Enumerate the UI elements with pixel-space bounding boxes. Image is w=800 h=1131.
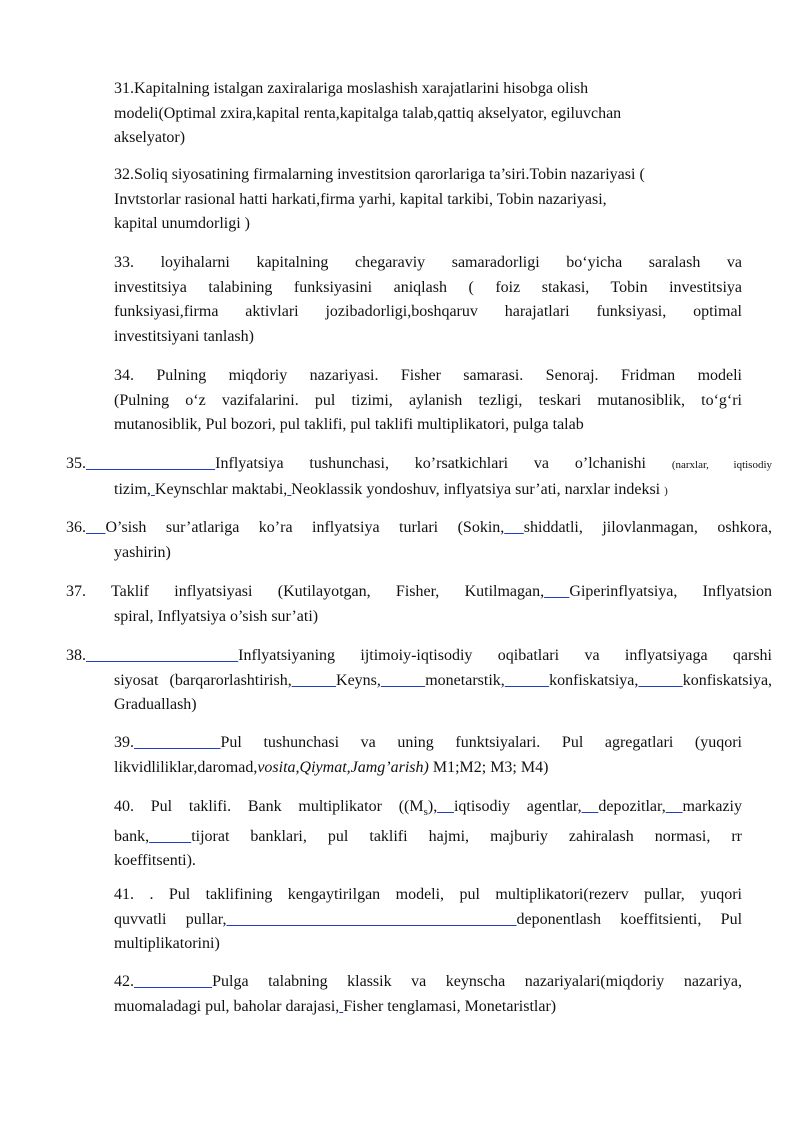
- item-38: [66, 644, 772, 718]
- item-38-text-c: Keyns,: [336, 671, 381, 689]
- item-33-line-2: investitsiya talabining funksiyasini aniqlash ( foiz stakasi, Tobin investitsiya: [114, 278, 742, 296]
- item-37-text-b: Giperinflyatsiya, Inflyatsion: [569, 583, 773, 600]
- item-40-text-f: bank,: [114, 827, 150, 845]
- item-40-text-e: markaziy: [682, 798, 742, 815]
- item-32: [114, 163, 742, 237]
- item-42: [114, 970, 742, 1019]
- item-37-line-2: spiral, Inflyatsiya o’sish sur’ati): [114, 607, 319, 625]
- item-31-line-1: 31.Kapitalning istalgan zaxiralariga moslashish xarajatlarini hisobga olish: [114, 80, 589, 97]
- item-39-text-b: likvidliliklar,daromad,: [114, 758, 258, 776]
- item-38-text-f: konfiskatsiya,: [682, 671, 773, 689]
- item-33-line-1: 33. loyihalarni kapitalning chegaraviy samaradorligi bo‘yicha saralash va: [114, 254, 742, 271]
- item-38-text-b: siyosat (barqarorlashtirish,: [114, 671, 292, 689]
- item-39-number: 39.: [114, 734, 134, 751]
- item-40-text-a: 40. Pul taklifi. Bank multiplikator ((M: [114, 798, 424, 815]
- item-40-text-b: ),: [427, 798, 438, 815]
- item-38-number: 38.: [66, 647, 86, 664]
- item-39-text-c: M1;M2; M3; M4): [428, 758, 549, 776]
- item-38-text-e: konfiskatsiya,: [549, 671, 639, 689]
- item-42-number: 42.: [114, 973, 134, 990]
- item-42-text-c: Fisher tenglamasi, Monetaristlar): [343, 997, 557, 1015]
- item-40: [114, 795, 742, 874]
- item-39: [114, 731, 742, 780]
- item-36-number: 36.: [66, 519, 86, 536]
- item-42-line-1: [114, 970, 742, 995]
- item-34-line-3: mutanosiblik, Pul bozori, pul taklifi, pul taklifi multiplikatori, pulga talab: [114, 416, 584, 433]
- item-35-number: 35.: [66, 455, 86, 472]
- item-39-text-italic: vosita,Qiymat,Jamg’arish): [257, 758, 429, 776]
- item-38-text-d: monetarstik,: [425, 671, 505, 689]
- item-35-text-b: (narxlar, iqtisodiy: [671, 459, 773, 471]
- item-40-line-1: [114, 795, 742, 825]
- item-37-line-1: [66, 580, 772, 605]
- item-41-blank: [226, 911, 516, 928]
- item-40-line-3: koeffitsenti).: [114, 852, 196, 870]
- item-36-line-2: yashirin): [114, 543, 171, 561]
- item-31: [114, 77, 742, 151]
- item-33-line-3: funksiyasi,firma aktivlari jozibadorligi,boshqaruv harajatlari funksiyasi, optimal: [114, 303, 742, 320]
- item-36-text-b: shiddatli, jilovlanmagan, oshkora,: [523, 519, 773, 536]
- item-40-text-c: iqtisodiy agentlar,: [453, 798, 582, 815]
- item-38-line-1: [66, 644, 772, 669]
- item-35-text-e: Neoklassik yondoshuv, inflyatsiya sur’ati, narxlar indeksi: [291, 480, 661, 498]
- item-40-subscript: s: [423, 806, 428, 819]
- item-41-line-2: [114, 908, 742, 933]
- item-34: [114, 364, 742, 438]
- item-35-text-f: ): [664, 484, 668, 497]
- item-31-line-3: akselyator): [114, 129, 186, 146]
- item-35: [66, 452, 772, 503]
- item-37-text-a: 37. Taklif inflyatsiyasi (Kutilayotgan, Fisher, Kutilmagan,: [66, 583, 545, 600]
- item-34-line-2: (Pulning o‘z vazifalarini. pul tizimi, aylanish tezligi, teskari mutanosiblik, to‘g‘ri: [114, 391, 742, 409]
- item-41-line-1: 41. . Pul taklifining kengaytirilgan modeli, pul multiplikatori(rezerv pullar, yuqori: [114, 886, 742, 903]
- item-34-line-1: 34. Pulning miqdoriy nazariyasi. Fisher samarasi. Senoraj. Fridman modeli: [114, 367, 742, 384]
- item-32-line-3: kapital unumdorligi ): [114, 215, 250, 232]
- item-32-line-1: 32.Soliq siyosatining firmalarning investitsion qarorlariga ta’siri.Tobin nazariyasi (: [114, 166, 645, 183]
- item-38-text-a: Inflyatsiyaning ijtimoiy-iqtisodiy oqibatlari va inflyatsiyaga qarshi: [238, 647, 773, 664]
- item-38-line-2: [66, 669, 772, 694]
- item-36-text-a: O’sish sur’atlariga ko’ra inflyatsiya turlari (Sokin,: [105, 519, 505, 536]
- item-42-line-2: [114, 995, 742, 1020]
- item-35-blank: [86, 455, 215, 472]
- item-36: [66, 516, 772, 565]
- item-41-text-a: quvvatli pullar,: [114, 910, 227, 928]
- item-41-text-b: deponentlash koeffitsienti, Pul: [516, 910, 743, 928]
- item-35-text-c: tizim,: [114, 480, 151, 498]
- item-40-text-d: depozitlar,: [598, 798, 666, 815]
- item-35-line-1: [66, 452, 772, 478]
- item-42-text-a: Pulga talabning klassik va keynscha nazariyalari(miqdoriy nazariya,: [212, 973, 743, 990]
- item-31-line-2: modeli(Optimal zxira,kapital renta,kapitalga talab,qattiq akselyator, egiluvchan: [114, 104, 622, 122]
- item-38-line-3: Graduallash): [114, 696, 197, 713]
- item-33-line-4: investitsiyani tanlash): [114, 327, 254, 345]
- item-33: [114, 251, 742, 349]
- item-39-line-2: [114, 756, 742, 781]
- item-35-text-a: Inflyatsiya tushunchasi, ko’rsatkichlari va o’lchanishi: [215, 455, 646, 472]
- item-35-text-d: Keynschlar maktabi,: [154, 480, 288, 498]
- item-39-line-1: [114, 731, 742, 756]
- item-41-line-3: multiplikatorini): [114, 935, 220, 952]
- item-36-line-1: [66, 516, 772, 541]
- item-32-line-2: Invtstorlar rasional hatti harkati,firma yarhi, kapital tarkibi, Tobin nazariyasi,: [114, 190, 607, 208]
- item-39-text-a: Pul tushunchasi va uning funktsiyalari. Pul agregatlari (yuqori: [220, 734, 743, 751]
- item-37: [66, 580, 772, 629]
- item-40-line-2: [114, 825, 742, 850]
- item-41: [114, 883, 742, 957]
- item-35-line-2: [66, 478, 772, 504]
- item-40-text-g: tijorat banklari, pul taklifi hajmi, majburiy zahiralash normasi, rr: [191, 827, 743, 845]
- item-42-text-b: muomaladagi pul, baholar darajasi,: [114, 997, 340, 1015]
